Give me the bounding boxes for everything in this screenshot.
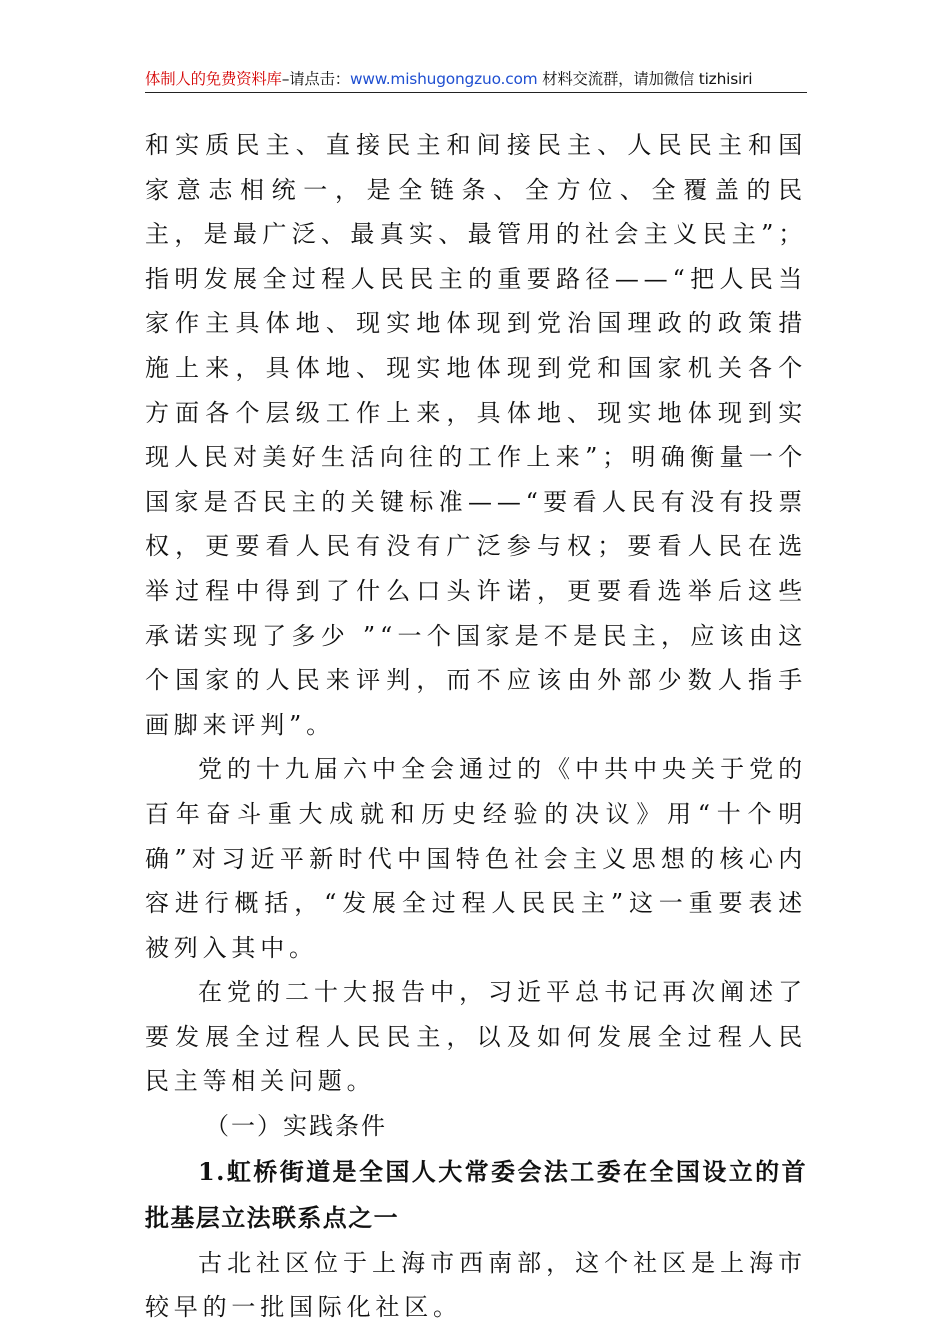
bold-subheading: 1.虹桥街道是全国人大常委会法工委在全国设立的首批基层立法联系点之一	[145, 1156, 807, 1232]
header-site-name: 体制人的免费资料库	[145, 70, 282, 88]
header-url-link[interactable]: www.mishugongzuo.com	[349, 70, 538, 88]
document-body	[145, 123, 807, 1330]
paragraph-1: 和实质民主、直接民主和间接民主、人民民主和国家意志相统一，是全链条、全方位、全覆盖的民主，是最广泛、最真实、最管用的社会主义民主”；指明发展全过程人民民主的重要路径——“把人民当家作主具体地、现实地体现到党治国理政的政策措施上来，具体地、现实地体现到党和国家机关各个方面各个层级工作上来，具体地、现实地体现到实现人民对美好生活向往的工作上来”；明确衡量一个国家是否民主的关键标准——“要看人民有没有投票权，更要看人民有没有广泛参与权；要看人民在选举过程中得到了什么口头许诺，更要看选举后这些承诺实现了多少 ”“一个国家是不是民主，应该由这个国家的人民来评判，而不应该由外部少数人指手画脚来评判”。	[145, 131, 807, 739]
section-heading: （一）实践条件	[205, 1112, 387, 1141]
page-header	[145, 68, 805, 90]
header-contact: 材料交流群，请加微信 tizhisiri	[537, 70, 753, 88]
paragraph-4: 古北社区位于上海市西南部，这个社区是上海市较早的一批国际化社区。	[145, 1248, 807, 1322]
paragraph-2: 党的十九届六中全会通过的《中共中央关于党的百年奋斗重大成就和历史经验的决议》用“十个明确”对习近平新时代中国特色社会主义思想的核心内容进行概括，“发展全过程人民民主”这一重要表述被列入其中。	[145, 755, 807, 962]
header-divider	[145, 92, 807, 93]
header-click-prompt: –请点击：	[281, 70, 350, 88]
paragraph-3: 在党的二十大报告中，习近平总书记再次阐述了要发展全过程人民民主，以及如何发展全过程人民民主等相关问题。	[145, 978, 807, 1096]
